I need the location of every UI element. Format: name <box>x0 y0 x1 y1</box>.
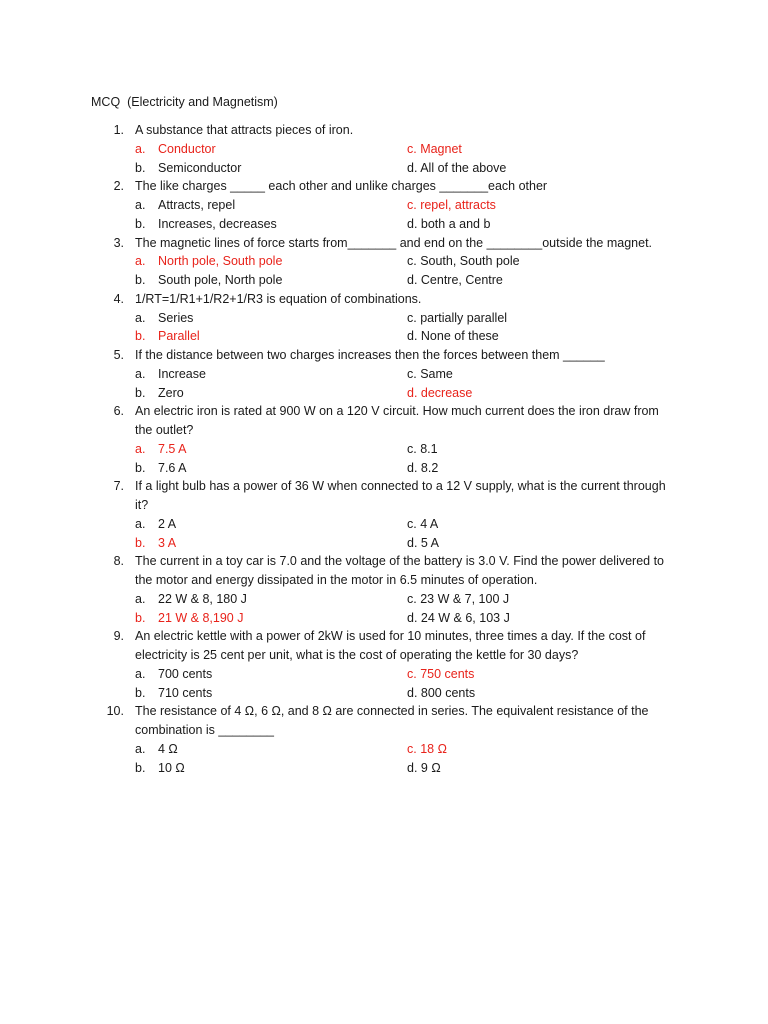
option-letter: a. <box>135 441 146 456</box>
option-letter: b. <box>135 460 146 475</box>
answer-option: c. 4 A <box>407 516 439 531</box>
answer-option: South pole, North pole <box>158 273 283 287</box>
answer-option: c. Same <box>407 366 453 381</box>
option-row <box>0 309 768 328</box>
question-line <box>0 234 768 253</box>
answer-option: d. All of the above <box>407 160 507 175</box>
question-text: combination is ________ <box>135 723 274 737</box>
question-line <box>0 421 768 440</box>
option-row <box>0 215 768 234</box>
question-line <box>0 646 768 665</box>
question-text: An electric iron is rated at 900 W on a 120 V circuit. How much current does the iron draw from <box>135 404 659 419</box>
question-line <box>0 290 768 309</box>
option-letter: a. <box>135 591 146 606</box>
option-row <box>0 759 768 778</box>
answer-option: c. 23 W & 7, 100 J <box>407 591 510 606</box>
question-line <box>0 402 768 421</box>
question-line <box>0 627 768 646</box>
question-text: 1/RT=1/R1+1/R2+1/R3 is equation of combinations. <box>135 291 422 306</box>
option-row <box>0 159 768 178</box>
question-text: The current in a toy car is 7.0 and the voltage of the battery is 3.0 V. Find the power delivered to <box>135 554 665 569</box>
option-row <box>0 459 768 478</box>
option-letter: a. <box>135 516 146 531</box>
option-row <box>0 271 768 290</box>
question-number: 4. <box>113 291 124 306</box>
answer-option: Increases, decreases <box>158 216 277 231</box>
question-text: A substance that attracts pieces of iron. <box>135 123 354 137</box>
correct-answer-option: c. 750 cents <box>407 666 475 681</box>
correct-answer-option: c. 18 Ω <box>407 741 447 756</box>
question-number: 10. <box>106 704 124 719</box>
option-row <box>0 252 768 271</box>
question-number: 5. <box>113 348 124 362</box>
option-letter: b. <box>135 160 146 175</box>
option-row <box>0 515 768 534</box>
option-row <box>0 365 768 384</box>
question-text: electricity is 25 cent per unit, what is the cost of operating the kettle for 30 days? <box>135 648 579 662</box>
option-row <box>0 534 768 553</box>
option-letter: a. <box>135 741 146 756</box>
answer-option: 700 cents <box>158 666 213 681</box>
answer-option: 7.6 A <box>158 460 187 475</box>
answer-option: c. South, South pole <box>407 254 520 269</box>
answer-option: 4 Ω <box>158 741 178 756</box>
answer-option: d. Centre, Centre <box>407 273 503 287</box>
question-number: 9. <box>113 629 124 644</box>
option-row <box>0 440 768 459</box>
question-text: The like charges _____ each other and unlike charges _______each other <box>135 179 548 194</box>
question-text: If the distance between two charges increases then the forces between them ______ <box>135 348 605 362</box>
answer-option: d. 5 A <box>407 535 439 550</box>
correct-answer-option: 21 W & 8,190 J <box>158 610 244 625</box>
option-row <box>0 590 768 609</box>
answer-option: c. 8.1 <box>407 441 438 456</box>
answer-option: d. 800 cents <box>407 685 476 700</box>
option-letter: b. <box>135 760 146 775</box>
question-list <box>0 121 768 777</box>
question-line <box>0 177 768 196</box>
correct-answer-option: 7.5 A <box>158 441 187 456</box>
answer-option: Semiconductor <box>158 160 242 175</box>
question-number: 3. <box>113 235 124 250</box>
question-line <box>0 121 768 140</box>
option-letter: b. <box>135 329 146 344</box>
question-text: the outlet? <box>135 423 194 437</box>
answer-option: 22 W & 8, 180 J <box>158 591 247 606</box>
option-letter: a. <box>135 666 146 681</box>
option-row <box>0 665 768 684</box>
option-letter: b. <box>135 610 146 625</box>
answer-option: d. 9 Ω <box>407 760 441 775</box>
option-letter: b. <box>135 385 146 400</box>
option-row <box>0 740 768 759</box>
question-line <box>0 571 768 590</box>
option-row <box>0 684 768 703</box>
question-number: 8. <box>113 554 124 569</box>
answer-option: 2 A <box>158 516 177 531</box>
correct-answer-option: c. repel, attracts <box>407 198 496 212</box>
answer-option: Attracts, repel <box>158 198 236 212</box>
option-row <box>0 384 768 403</box>
question-text: The magnetic lines of force starts from_______ and end on the ________outside the magnet. <box>135 235 653 250</box>
option-letter: b. <box>135 273 146 287</box>
option-row <box>0 140 768 159</box>
option-letter: a. <box>135 141 146 156</box>
answer-option: Increase <box>158 366 206 381</box>
correct-answer-option: North pole, South pole <box>158 254 283 269</box>
question-number: 2. <box>113 179 124 194</box>
option-letter: b. <box>135 685 146 700</box>
answer-option: Zero <box>158 385 184 400</box>
question-text: The resistance of 4 Ω, 6 Ω, and 8 Ω are connected in series. The equivalent resistance of the <box>135 704 649 719</box>
question-number: 6. <box>113 404 124 419</box>
answer-option: 10 Ω <box>158 760 185 775</box>
question-text: the motor and energy dissipated in the motor in 6.5 minutes of operation. <box>135 573 538 587</box>
page-title: MCQ (Electricity and Magnetism) <box>91 95 278 109</box>
question-line <box>0 496 768 515</box>
option-letter: a. <box>135 254 146 269</box>
question-line <box>0 346 768 365</box>
option-letter: a. <box>135 198 146 212</box>
question-line <box>0 552 768 571</box>
answer-option: 710 cents <box>158 685 213 700</box>
answer-option: c. partially parallel <box>407 310 508 325</box>
correct-answer-option: d. decrease <box>407 385 473 400</box>
correct-answer-option: Conductor <box>158 141 216 156</box>
question-line <box>0 721 768 740</box>
option-row <box>0 196 768 215</box>
answer-option: d. 24 W & 6, 103 J <box>407 610 510 625</box>
option-letter: a. <box>135 310 146 325</box>
answer-option: Series <box>158 310 194 325</box>
answer-option: d. 8.2 <box>407 460 439 475</box>
option-row <box>0 609 768 628</box>
option-letter: a. <box>135 366 146 381</box>
option-row <box>0 327 768 346</box>
question-text: If a light bulb has a power of 36 W when connected to a 12 V supply, what is the current through <box>135 479 666 494</box>
correct-answer-option: 3 A <box>158 535 177 550</box>
question-text: An electric kettle with a power of 2kW is used for 10 minutes, three times a day. If the cost of <box>135 629 646 644</box>
correct-answer-option: c. Magnet <box>407 141 462 156</box>
correct-answer-option: Parallel <box>158 329 200 344</box>
question-number: 1. <box>113 123 124 137</box>
answer-option: d. both a and b <box>407 216 491 231</box>
option-letter: b. <box>135 216 146 231</box>
question-line <box>0 477 768 496</box>
option-letter: b. <box>135 535 146 550</box>
question-line <box>0 702 768 721</box>
question-number: 7. <box>113 479 124 494</box>
question-text: it? <box>135 498 149 512</box>
answer-option: d. None of these <box>407 329 499 344</box>
